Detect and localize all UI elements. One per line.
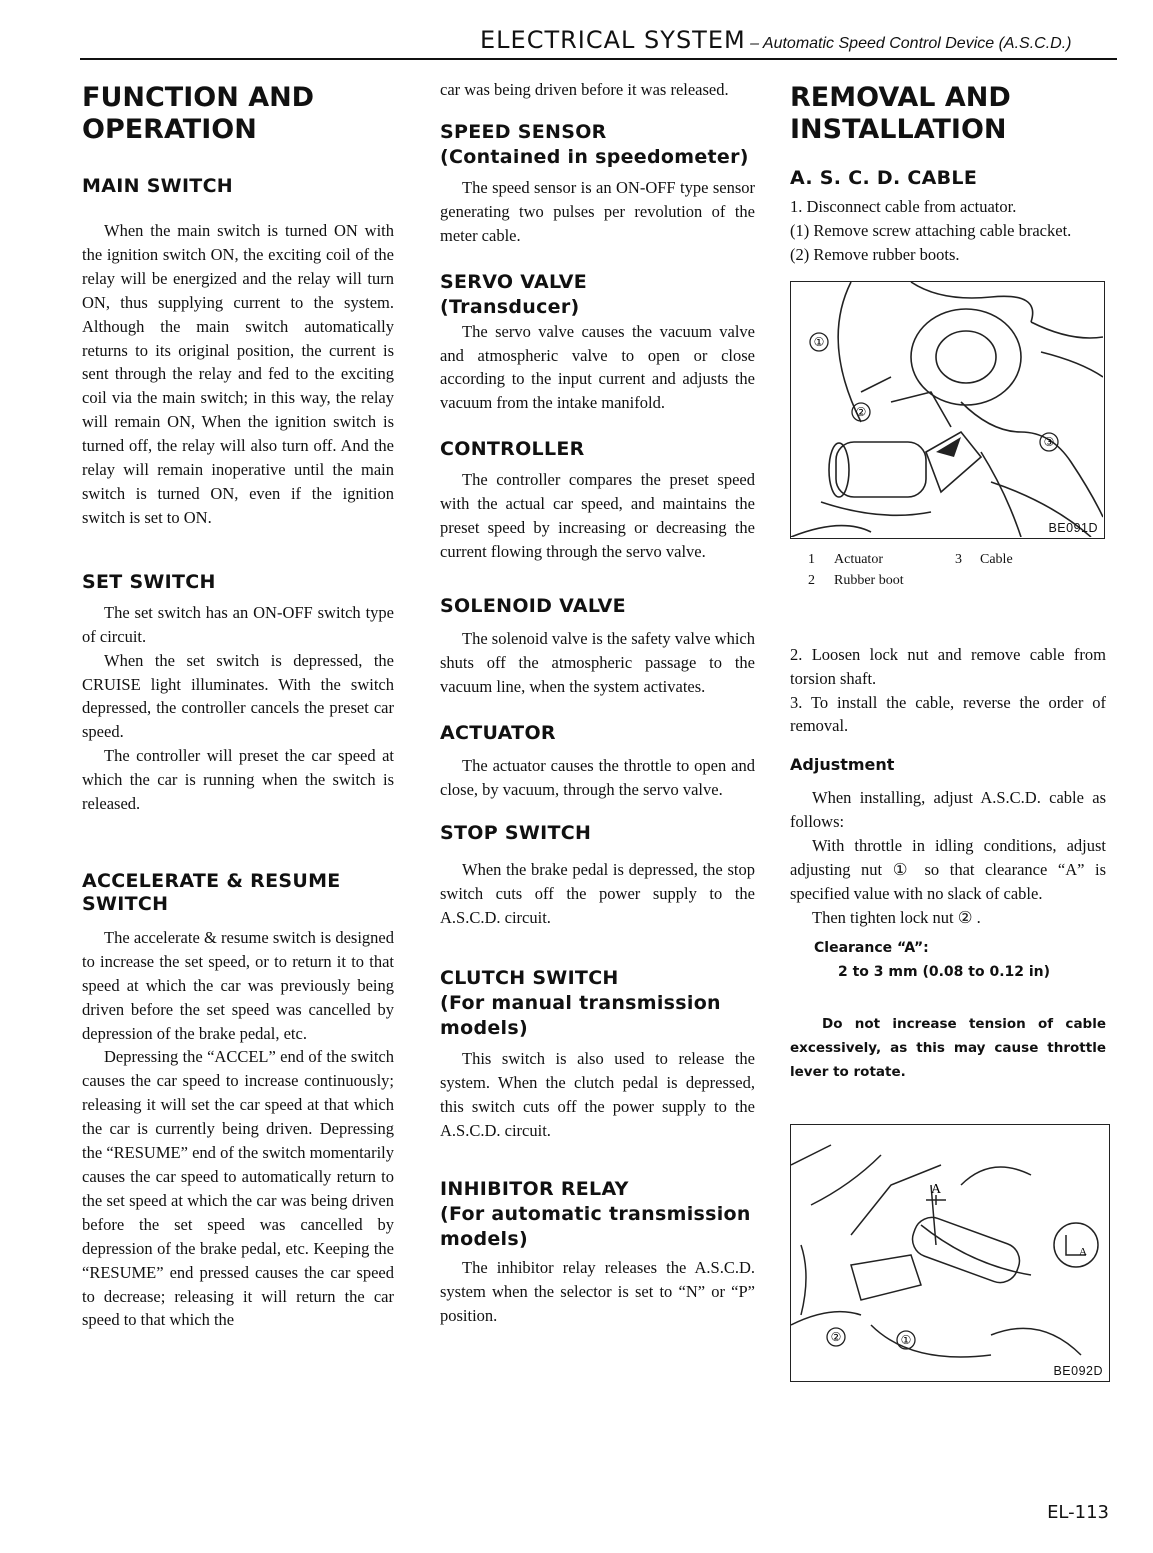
heading-controller: CONTROLLER [440,438,585,461]
figure-legend [790,549,1106,593]
subheading-servo-valve: (Transducer) [440,295,580,318]
legend-label-cable: Cable [980,551,1013,567]
text-set-switch-2: When the set switch is depressed, the CRUISE light illuminates. With the switch depressed, the controller cancels the preset car speed. [82,650,394,742]
text-controller: The controller compares the preset speed with the actual car speed, and maintains the preset speed by increasing or decreasing the current flowing through the servo valve. [440,470,755,561]
text-step-1a: (1) Remove screw attaching cable bracket. [790,220,1072,240]
adj-callout-1: ① [900,1332,912,1347]
heading-accel-resume: ACCELERATE & RESUME SWITCH [82,869,341,915]
text-set-switch-3: The controller will preset the car speed at which the car is running when the switch is released. [82,746,394,814]
figure-code: BE091D [1048,520,1098,535]
text-solenoid-valve: The solenoid valve is the safety valve which shuts off the atmospheric passage to the vacuum line, when the system activates. [440,628,755,696]
heading-adjustment: Adjustment [790,755,895,775]
text-accel-resume-2: Depressing the “ACCEL” end of the switch causes the car speed to increase continuously; releasing it will set the car speed at that which the car is currently being driven. Depressing the “RESUME” end of the switch momentarily causes the car speed to automatically return to the set speed at which the car was being driven before the set speed was cancelled by depression of the brake pedal, etc. Keeping the “RESUME” end pressed causes the car speed to decrease; releasing it will return the car speed to that which the [82,1047,394,1330]
inset-letter: A [1079,1245,1087,1258]
header-title [480,26,1071,54]
actuator-illustration [791,282,1103,537]
text-adjust-3: Then tighten lock nut ② . [812,907,981,927]
heading-servo-valve: SERVO VALVE [440,270,588,293]
text-step-1b: (2) Remove rubber boots. [790,244,960,264]
column-left [82,78,394,1332]
clearance-value: 2 to 3 mm (0.08 to 0.12 in) [838,963,1051,980]
heading-stop-switch: STOP SWITCH [440,822,592,845]
text-main-switch: When the main switch is turned ON with the ignition switch ON, the exciting coil of the relay will be energized and the relay will turn ON, thus supplying current to the system. Although the main switch automatically returns to its original position, the current is sent through the relay and fed to the exciting coil via the main switch; in this way, the relay will remain ON, When the ignition switch is turned off, the relay will also turn off. And the relay will remain inoperative until the main switch is turned ON, even if the ignition switch is set to ON. [82,221,394,527]
header-subtitle: – Automatic Speed Control Device (A.S.C.D.) [745,35,1072,52]
clearance-label: Clearance “A”: [814,939,929,956]
figure-code-2: BE092D [1053,1363,1103,1378]
clearance-letter: A [930,1181,942,1197]
text-adjust-1: When installing, adjust A.S.C.D. cable as follows: [790,788,1106,832]
page-header [0,0,1153,60]
text-step-3: 3. To install the cable, reverse the order of removal. [790,692,1106,736]
text-continuation: car was being driven before it was released. [440,80,729,99]
page-number: EL-113 [1047,1502,1109,1523]
heading-ascd-cable: A. S. C. D. CABLE [790,167,978,189]
heading-actuator: ACTUATOR [440,721,556,744]
heading-set-switch: SET SWITCH [82,570,216,593]
column-middle [440,78,755,1327]
callout-2: ② [855,404,867,419]
section-title-removal: REMOVAL AND INSTALLATION [790,82,1011,145]
header-main-title: ELECTRICAL SYSTEM [480,26,746,54]
text-clutch-switch: This switch is also used to release the system. When the clutch pedal is depressed, this switch cuts off the power supply to the A.S.C.D. circuit. [440,1049,755,1140]
text-set-switch-1: The set switch has an ON-OFF switch type of circuit. [82,602,394,646]
text-stop-switch: When the brake pedal is depressed, the stop switch cuts off the power supply to the A.S.C.D. circuit. [440,860,755,928]
adj-callout-2: ② [830,1329,842,1344]
text-step-2: 2. Loosen lock nut and remove cable from torsion shaft. [790,644,1106,688]
cable-adjustment-illustration [791,1125,1108,1380]
section-title-function: FUNCTION AND OPERATION [82,82,315,145]
legend-label-rubber-boot: Rubber boot [834,572,904,588]
heading-inhibitor-relay: INHIBITOR RELAY [440,1177,629,1200]
legend-label-actuator: Actuator [834,551,883,567]
heading-main-switch: MAIN SWITCH [82,175,234,197]
text-servo-valve: The servo valve causes the vacuum valve and atmospheric valve to open or close according to the input current and adjusts the vacuum from the intake manifold. [440,321,755,413]
callout-1: ① [813,334,825,349]
figure-cable-adjustment [790,1124,1110,1382]
legend-num-2: 2 [808,572,815,588]
text-inhibitor-relay: The inhibitor relay releases the A.S.C.D. system when the selector is set to “N” or “P” position. [440,1257,755,1325]
subheading-inhibitor-relay: (For automatic transmission models) [440,1202,751,1250]
subheading-clutch-switch: (For manual transmission models) [440,992,721,1040]
column-right [790,78,1106,1382]
heading-solenoid-valve: SOLENOID VALVE [440,594,626,617]
text-speed-sensor: The speed sensor is an ON-OFF type sensor generating two pulses per revolution of the meter cable. [440,177,755,245]
callout-3: ③ [1043,434,1055,449]
heading-speed-sensor: SPEED SENSOR [440,120,607,143]
caution-note: Do not increase tension of cable excessively, as this may cause throttle lever to rotate. [790,1015,1106,1080]
text-actuator: The actuator causes the throttle to open and close, by vacuum, through the servo valve. [440,755,755,799]
subheading-speed-sensor: (Contained in speedometer) [440,145,749,168]
heading-clutch-switch: CLUTCH SWITCH [440,967,619,990]
figure-actuator-cable [790,281,1105,539]
legend-num-3: 3 [955,551,962,567]
legend-num-1: 1 [808,551,815,567]
text-adjust-2: With throttle in idling conditions, adjust adjusting nut ① so that clearance “A” is specified value with no slack of cable. [790,836,1106,903]
header-rule [80,58,1117,60]
text-accel-resume-1: The accelerate & resume switch is designed to increase the set speed, or to return it to that speed at which the car was previously being driven before the set speed was cancelled by depression of the brake pedal, etc. [82,927,394,1043]
text-step-1: 1. Disconnect cable from actuator. [790,197,1017,216]
